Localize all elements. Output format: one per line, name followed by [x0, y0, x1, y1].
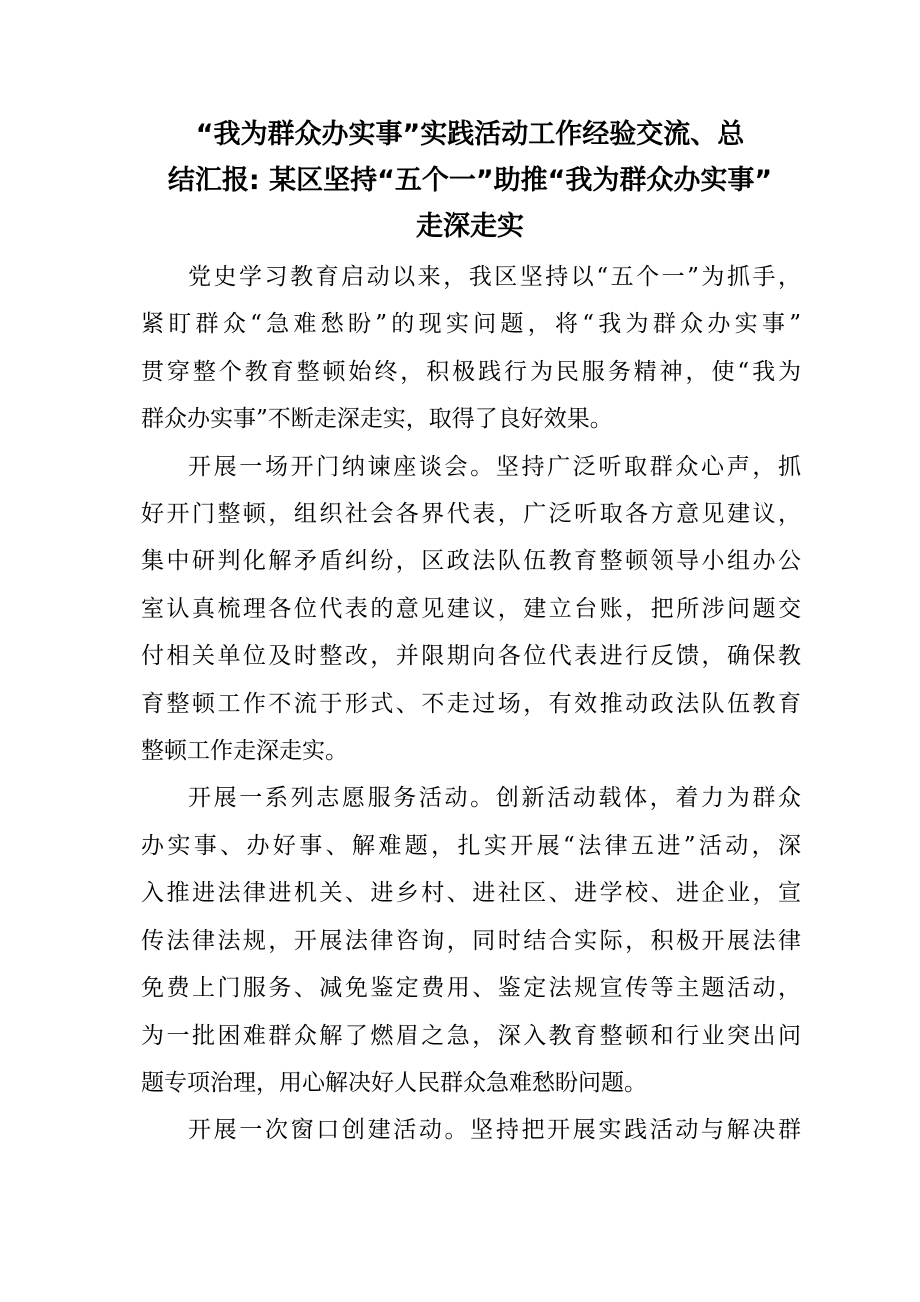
paragraph-line: 整顿工作走深走实。 — [141, 738, 348, 765]
paragraph-line: 付相关单位及时整改，并限期向各位代表进行反馈，确保教 — [141, 643, 801, 670]
paragraph-line: 紧盯群众“急难愁盼”的现实问题，将“我为群众办实事” — [141, 311, 801, 338]
paragraph-open-door-forum — [141, 444, 801, 776]
paragraph-line: 开展一系列志愿服务活动。创新活动载体，着力为群众 — [188, 785, 801, 812]
paragraph-line: 办实事、办好事、解难题，扎实开展“法律五进”活动，深 — [141, 832, 801, 859]
paragraph-line: 题专项治理，用心解决好人民群众急难愁盼问题。 — [141, 1069, 647, 1096]
paragraph-line: 传法律法规，开展法律咨询，同时结合实际，积极开展法律 — [141, 927, 801, 954]
paragraph-line: 育整顿工作不流于形式、不走过场，有效推动政法队伍教育 — [141, 690, 801, 717]
paragraph-line: 贯穿整个教育整顿始终，积极践行为民服务精神，使“我为 — [141, 358, 801, 385]
paragraph-line: 入推进法律进机关、进乡村、进社区、进学校、进企业，宣 — [141, 880, 801, 907]
paragraph-window-creation — [141, 1107, 801, 1154]
paragraph-line: 好开门整顿，组织社会各界代表，广泛听取各方意见建议， — [141, 501, 801, 528]
title-line: “我为群众办实事”实践活动工作经验交流、总 — [195, 119, 745, 150]
paragraph-line: 开展一场开门纳谏座谈会。坚持广泛听取群众心声，抓 — [188, 453, 801, 480]
paragraph-intro — [141, 254, 801, 444]
document-title — [140, 112, 800, 250]
paragraph-line: 为一批困难群众解了燃眉之急，深入教育整顿和行业突出问 — [141, 1022, 801, 1049]
paragraph-line: 集中研判化解矛盾纠纷，区政法队伍教育整顿领导小组办公 — [141, 548, 801, 575]
paragraph-line: 免费上门服务、减免鉴定费用、鉴定法规宣传等主题活动， — [141, 975, 801, 1002]
paragraph-line: 开展一次窗口创建活动。坚持把开展实践活动与解决群 — [188, 1117, 801, 1144]
title-line: 结汇报: 某区坚持“五个一”助推“我为群众办实事” — [167, 165, 773, 196]
paragraph-volunteer-service — [141, 775, 801, 1107]
paragraph-line: 室认真梳理各位代表的意见建议，建立台账，把所涉问题交 — [141, 595, 801, 622]
paragraph-line: 党史学习教育启动以来，我区坚持以“五个一”为抓手， — [188, 264, 801, 290]
paragraph-line: 群众办实事”不断走深走实，取得了良好效果。 — [141, 406, 613, 433]
document-body — [141, 254, 801, 1155]
title-line: 走深走实 — [416, 211, 524, 242]
